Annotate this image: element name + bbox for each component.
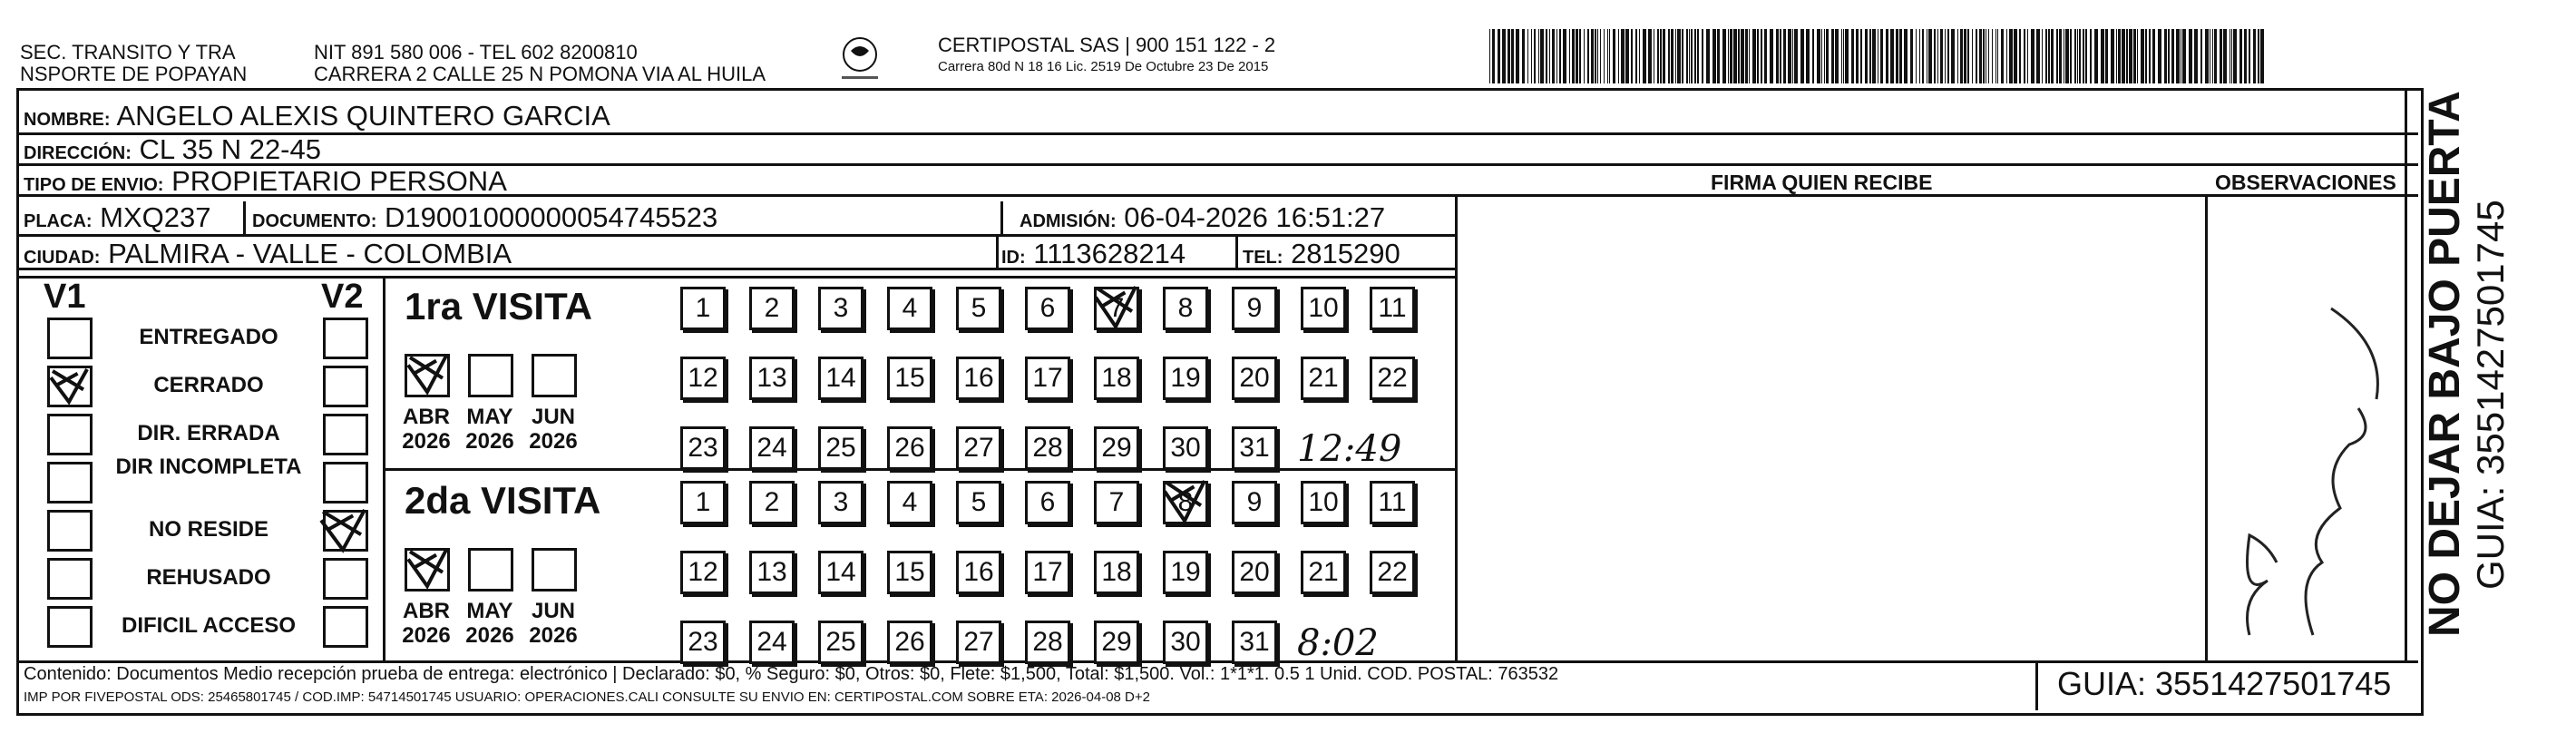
status-option-label: DIR. ERRADA [137, 421, 280, 445]
v2-checkbox[interactable] [323, 462, 368, 503]
day-box[interactable]: 16 [956, 357, 1001, 400]
direccion-field: DIRECCIÓN: CL 35 N 22-45 [24, 133, 321, 165]
courier-name: CERTIPOSTAL SAS | 900 151 122 - 2 [938, 34, 1276, 56]
day-box[interactable]: 27 [956, 621, 1001, 664]
check-mark [47, 366, 91, 406]
day-box[interactable]: 17 [1025, 551, 1070, 594]
day-box[interactable]: 27 [956, 426, 1001, 470]
day-box[interactable]: 14 [818, 551, 864, 594]
day-box[interactable]: 23 [680, 621, 726, 664]
footer-imp: IMP POR FIVEPOSTAL ODS: 25465801745 / COD.IMP: 54714501745 USUARIO: OPERACIONES.CALI CONSULTE SU ENVIO EN: CERTIPOSTAL.COM SOBRE ETA: 2026-04-08 D+2 [24, 689, 1150, 705]
tipo-envio-field: TIPO DE ENVIO: PROPIETARIO PERSONA [24, 165, 507, 197]
day-box[interactable]: 5 [956, 287, 1001, 330]
barcode [1488, 29, 2269, 85]
check-mark [1092, 283, 1139, 330]
day-box[interactable]: 26 [887, 426, 932, 470]
status-option-label: CERRADO [153, 373, 264, 397]
day-box[interactable]: 19 [1163, 357, 1208, 400]
v1-label: V1 [44, 278, 86, 316]
documento-field: DOCUMENTO: D19001000000054745523 [252, 201, 718, 233]
v1-checkbox[interactable] [47, 318, 93, 359]
month-label: JUN 2026 [529, 405, 578, 454]
id-value: 1113628214 [1033, 238, 1186, 269]
documento-value: D19001000000054745523 [385, 201, 718, 233]
day-box[interactable]: 9 [1232, 287, 1277, 330]
status-option-label: REHUSADO [146, 565, 271, 590]
org-name: SEC. TRANSITO Y TRA NSPORTE DE POPAYAN [20, 41, 248, 85]
day-box[interactable]: 9 [1232, 481, 1277, 524]
month-checkbox[interactable] [468, 548, 513, 591]
day-box[interactable]: 21 [1301, 551, 1346, 594]
day-box[interactable]: 13 [749, 551, 795, 594]
day-box[interactable]: 15 [887, 551, 932, 594]
month-checkbox[interactable] [532, 548, 577, 591]
day-box[interactable]: 12 [680, 357, 726, 400]
direccion-value: CL 35 N 22-45 [139, 133, 321, 165]
nombre-value: ANGELO ALEXIS QUINTERO GARCIA [116, 100, 610, 132]
status-option-label: DIR INCOMPLETA [115, 455, 302, 479]
id-field: ID: 1113628214 [1001, 238, 1186, 269]
placa-value: MXQ237 [100, 201, 211, 233]
visit-title: 2da VISITA [405, 479, 601, 522]
day-box[interactable]: 17 [1025, 357, 1070, 400]
v1-checkbox[interactable] [47, 606, 93, 648]
courier-logo [836, 34, 883, 87]
day-box[interactable]: 6 [1025, 287, 1070, 330]
day-box[interactable]: 1 [680, 287, 726, 330]
address-text: CARRERA 2 CALLE 25 N POMONA VIA AL HUILA [314, 63, 766, 85]
day-box[interactable]: 30 [1163, 426, 1208, 470]
day-box[interactable]: 19 [1163, 551, 1208, 594]
day-box[interactable]: 3 [818, 481, 864, 524]
day-box[interactable]: 31 [1232, 621, 1277, 664]
footer-contenido: Contenido: Documentos Medio recepción prueba de entrega: electrónico | Declarado: $0, % Seguro: $0, Otros: $0, Flete: $1,500, Total: $1,500. Vol.: 1*1*1. 0.5 1 Unid. COD. POSTAL: 763532 [24, 664, 1559, 684]
day-box[interactable]: 18 [1094, 551, 1139, 594]
v2-label: V2 [321, 278, 364, 316]
v1-checkbox[interactable] [47, 558, 93, 600]
month-label: ABR 2026 [402, 599, 451, 648]
ciudad-value: PALMIRA - VALLE - COLOMBIA [108, 238, 512, 269]
day-box[interactable]: 2 [749, 481, 795, 524]
day-box[interactable]: 24 [749, 621, 795, 664]
check-mark [405, 352, 450, 396]
admision-value: 06-04-2026 16:51:27 [1124, 201, 1386, 233]
month-label: MAY 2026 [465, 599, 514, 648]
status-option-label: ENTREGADO [139, 325, 278, 349]
day-box[interactable]: 4 [887, 287, 932, 330]
day-box[interactable]: 26 [887, 621, 932, 664]
day-box[interactable]: 29 [1094, 426, 1139, 470]
ciudad-field: CIUDAD: PALMIRA - VALLE - COLOMBIA [24, 238, 512, 269]
v2-checkbox[interactable] [323, 414, 368, 455]
nombre-field: NOMBRE: ANGELO ALEXIS QUINTERO GARCIA [24, 100, 610, 132]
day-box[interactable]: 23 [680, 426, 726, 470]
day-box[interactable]: 2 [749, 287, 795, 330]
check-mark [405, 546, 450, 590]
v1-checkbox[interactable] [47, 462, 93, 503]
day-box[interactable]: 18 [1094, 357, 1139, 400]
v2-checkbox[interactable] [323, 558, 368, 600]
day-box[interactable]: 31 [1232, 426, 1277, 470]
guia-vertical: GUIA: 3551427501745 [2469, 200, 2512, 590]
v1-checkbox[interactable] [47, 510, 93, 552]
handwritten-time: 8:02 [1297, 622, 1379, 664]
handwritten-time: 12:49 [1297, 428, 1402, 470]
tipo-envio-value: PROPIETARIO PERSONA [171, 165, 507, 197]
day-box[interactable]: 6 [1025, 481, 1070, 524]
month-label: MAY 2026 [465, 405, 514, 454]
day-box[interactable]: 20 [1232, 551, 1277, 594]
day-box[interactable]: 25 [818, 621, 864, 664]
day-box[interactable]: 28 [1025, 621, 1070, 664]
check-mark [317, 506, 368, 553]
day-box[interactable]: 13 [749, 357, 795, 400]
day-box[interactable]: 10 [1301, 287, 1346, 330]
day-box[interactable]: 25 [818, 426, 864, 470]
visit-title: 1ra VISITA [405, 285, 592, 328]
day-box[interactable]: 7 [1094, 287, 1139, 330]
day-box[interactable]: 11 [1370, 481, 1415, 524]
day-box[interactable]: 29 [1094, 621, 1139, 664]
footer-guia: GUIA: 3551427501745 [2057, 665, 2392, 702]
month-label: JUN 2026 [529, 599, 578, 648]
v1-checkbox[interactable] [47, 414, 93, 455]
firma-header: FIRMA QUIEN RECIBE [1711, 171, 1933, 194]
org-contact [314, 42, 766, 85]
month-label: ABR 2026 [402, 405, 451, 454]
day-box[interactable]: 10 [1301, 481, 1346, 524]
day-box[interactable]: 5 [956, 481, 1001, 524]
day-box[interactable]: 12 [680, 551, 726, 594]
day-box[interactable]: 11 [1370, 287, 1415, 330]
tel-value: 2815290 [1291, 238, 1400, 269]
day-box[interactable]: 22 [1370, 551, 1415, 594]
courier-license: Carrera 80d N 18 16 Lic. 2519 De Octubre 23 De 2015 [938, 59, 1269, 74]
day-box[interactable]: 14 [818, 357, 864, 400]
admision-field: ADMISIÓN: 06-04-2026 16:51:27 [1020, 201, 1386, 233]
day-box[interactable]: 28 [1025, 426, 1070, 470]
observaciones-header: OBSERVACIONES [2215, 171, 2396, 194]
day-box[interactable]: 22 [1370, 357, 1415, 400]
day-box[interactable]: 4 [887, 481, 932, 524]
month-checkbox[interactable] [468, 354, 513, 397]
placa-field: PLACA: MXQ237 [24, 201, 211, 233]
day-box[interactable]: 8 [1163, 287, 1208, 330]
status-option-label: DIFICIL ACCESO [121, 613, 296, 638]
v2-checkbox[interactable] [323, 606, 368, 648]
day-box[interactable]: 1 [680, 481, 726, 524]
day-box[interactable]: 16 [956, 551, 1001, 594]
month-checkbox[interactable] [532, 354, 577, 397]
day-box[interactable]: 15 [887, 357, 932, 400]
v2-checkbox[interactable] [323, 318, 368, 359]
status-option-label: NO RESIDE [148, 517, 269, 542]
check-mark [1161, 477, 1208, 524]
day-box[interactable]: 24 [749, 426, 795, 470]
day-box[interactable]: 21 [1301, 357, 1346, 400]
courier-info [938, 34, 1275, 78]
no-dejar-warning: NO DEJAR BAJO PUERTA [2421, 91, 2469, 637]
v2-checkbox[interactable] [323, 366, 368, 407]
handwritten-observation [2213, 272, 2404, 653]
day-box[interactable]: 20 [1232, 357, 1277, 400]
day-box[interactable]: 30 [1163, 621, 1208, 664]
day-box[interactable]: 3 [818, 287, 864, 330]
day-box[interactable]: 7 [1094, 481, 1139, 524]
tel-field: TEL: 2815290 [1243, 238, 1400, 269]
day-box[interactable]: 8 [1163, 481, 1208, 524]
nit-text: NIT 891 580 006 - TEL 602 8200810 [314, 41, 638, 64]
